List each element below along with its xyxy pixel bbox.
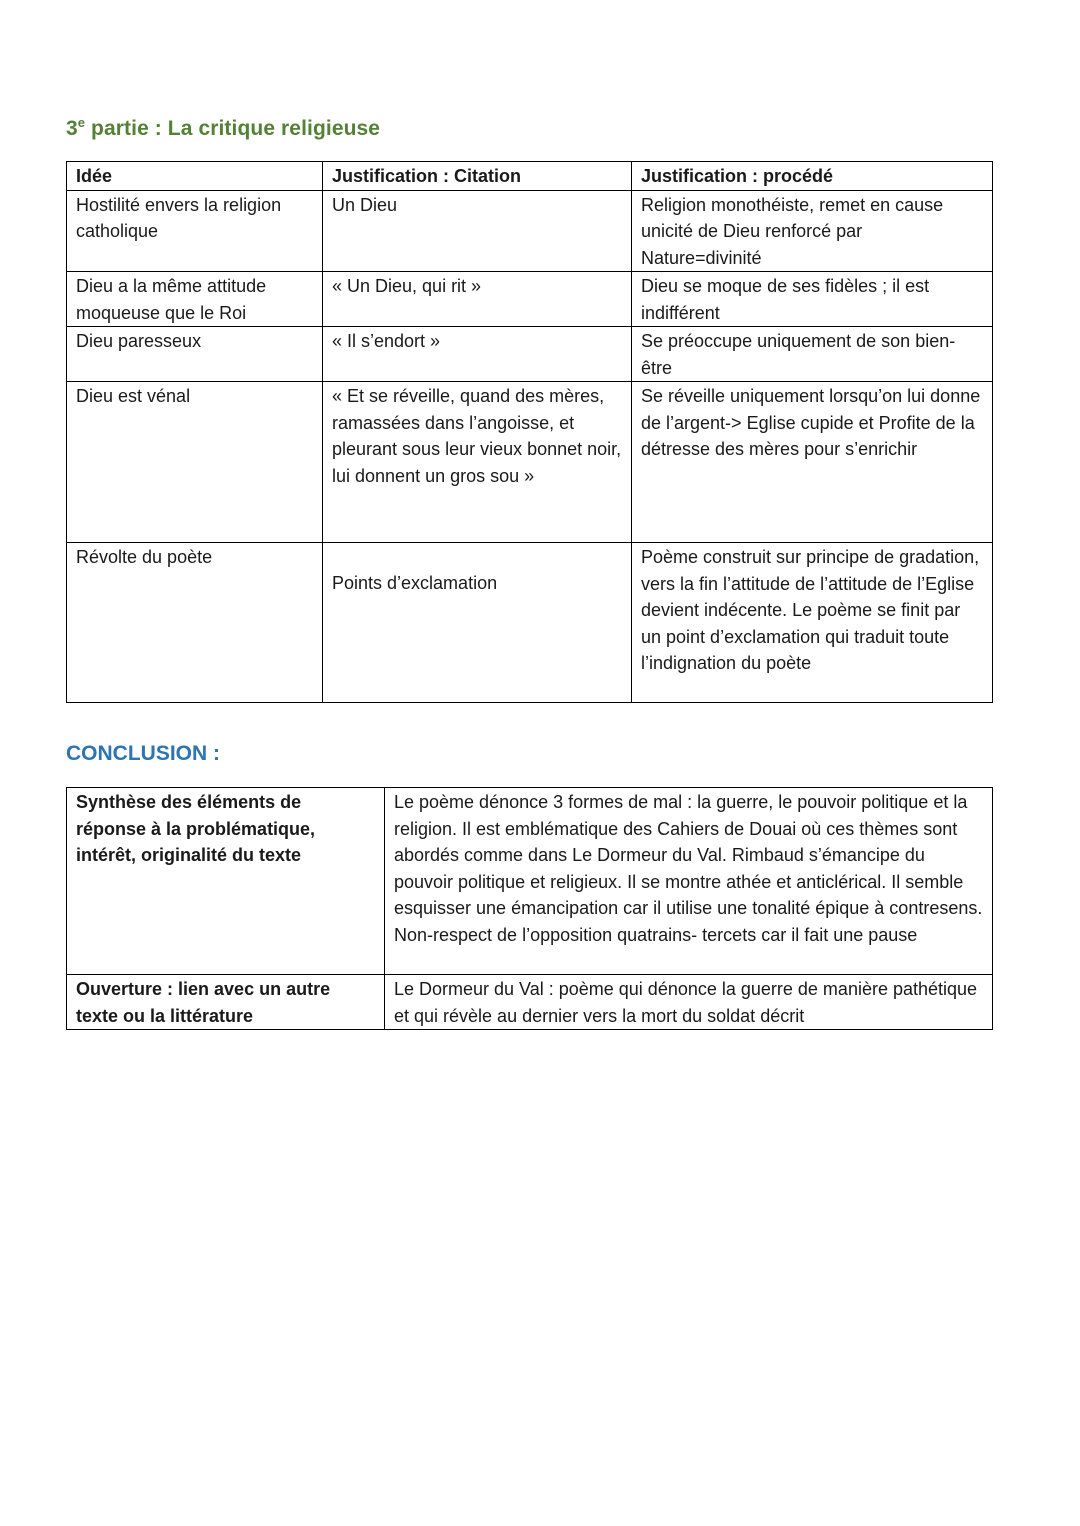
table-header-row <box>67 162 993 191</box>
cell-citation: « Et se réveille, quand des mères, ramassées dans l’angoisse, et pleurant sous leur vieux bonnet noir, lui donnent un gros sou » <box>323 382 632 543</box>
cell-ouverture-label: Ouverture : lien avec un autre texte ou la littérature <box>67 975 385 1030</box>
cell-procede: Se réveille uniquement lorsqu’on lui donne de l’argent-> Eglise cupide et Profite de la détresse des mères pour s’enrichir <box>632 382 993 543</box>
cell-citation: « Il s’endort » <box>323 327 632 382</box>
cell-idee: Dieu paresseux <box>67 327 323 382</box>
cell-citation: « Un Dieu, qui rit » <box>323 272 632 327</box>
table-row <box>67 788 993 975</box>
cell-synthese-content: Le poème dénonce 3 formes de mal : la guerre, le pouvoir politique et la religion. Il est emblématique des Cahiers de Douai où ces thèmes sont abordés comme dans Le Dormeur du Val. Rimbaud s’émancipe du pouvoir politique et religieux. Il se montre athée et anticlérical. Il semble esquisser une émancipation car il utilise une tonalité épique à contresens. Non-respect de l’opposition quatrains- tercets car il fait une pause <box>385 788 993 975</box>
section-3-title: 3e partie : La critique religieuse <box>66 115 381 140</box>
conclusion-title: CONCLUSION : <box>66 742 220 765</box>
table-row <box>67 190 993 272</box>
cell-citation: Points d’exclamation <box>323 543 632 703</box>
cell-citation: Un Dieu <box>323 190 632 272</box>
cell-idee: Dieu a la même attitude moqueuse que le Roi <box>67 272 323 327</box>
header-idee: Idée <box>67 162 323 191</box>
cell-procede: Dieu se moque de ses fidèles ; il est indifférent <box>632 272 993 327</box>
header-citation: Justification : Citation <box>323 162 632 191</box>
header-procede: Justification : procédé <box>632 162 993 191</box>
cell-idee: Hostilité envers la religion catholique <box>67 190 323 272</box>
table-row <box>67 382 993 543</box>
cell-procede: Religion monothéiste, remet en cause unicité de Dieu renforcé par Nature=divinité <box>632 190 993 272</box>
cell-procede: Se préoccupe uniquement de son bien-être <box>632 327 993 382</box>
table-row <box>67 543 993 703</box>
conclusion-table <box>66 787 993 1030</box>
cell-idee: Révolte du poète <box>67 543 323 703</box>
table-row <box>67 327 993 382</box>
cell-ouverture-content: Le Dormeur du Val : poème qui dénonce la guerre de manière pathétique et qui révèle au dernier vers la mort du soldat décrit <box>385 975 993 1030</box>
cell-idee: Dieu est vénal <box>67 382 323 543</box>
cell-procede: Poème construit sur principe de gradation, vers la fin l’attitude de l’attitude de l’Eglise devient indécente. Le poème se finit par un point d’exclamation qui traduit toute l’indignation du poète <box>632 543 993 703</box>
critique-religieuse-table <box>66 161 993 703</box>
table-row <box>67 272 993 327</box>
cell-synthese-label: Synthèse des éléments de réponse à la problématique, intérêt, originalité du texte <box>67 788 385 975</box>
table-row <box>67 975 993 1030</box>
